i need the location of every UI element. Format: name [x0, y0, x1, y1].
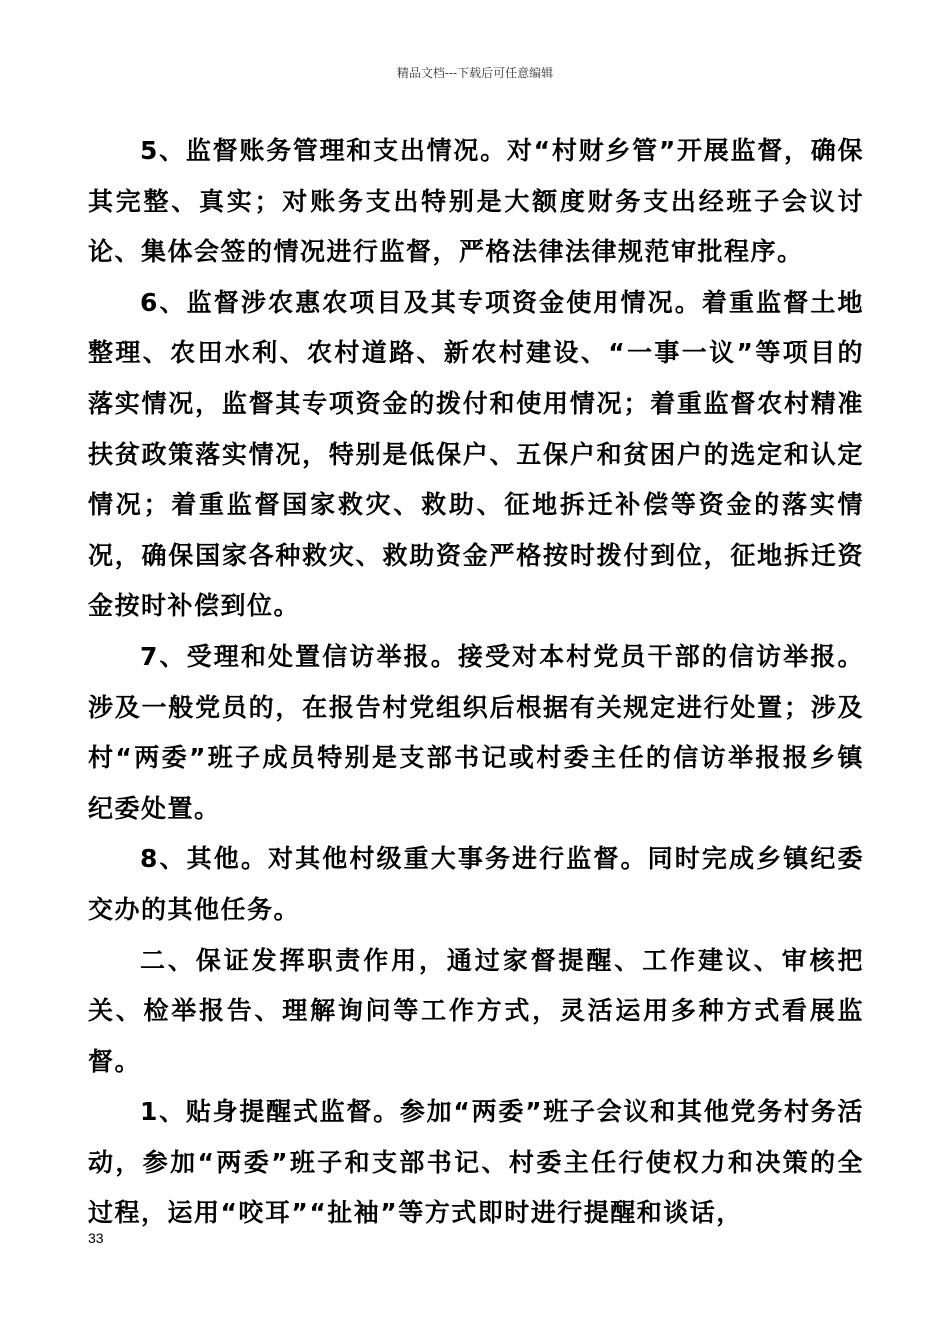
page-number: 33: [88, 1230, 104, 1246]
paragraph-item-7-petitions: 7、受理和处置信访举报。接受对本村党员干部的信访举报。涉及一般党员的，在报告村党组织后根据有关规定进行处置；涉及村“两委”班子成员特别是支部书记或村委主任的信访举报报乡镇纪委处置。: [88, 641, 864, 823]
document-body: [88, 126, 864, 1239]
page-header: 精品文档---下载后可任意编辑: [396, 66, 554, 80]
paragraph-item-1-reminder-supervision: 1、贴身提醒式监督。参加“两委”班子会议和其他党务村务活动，参加“两委”班子和支部书记、村委主任行使权力和决策的全过程，运用“咬耳”“扯袖”等方式即时进行提醒和谈话，: [88, 1097, 864, 1228]
paragraph-section-2-duties: 二、保证发挥职责作用，通过家督提醒、工作建议、审核把关、检举报告、理解询问等工作方式，灵活运用多种方式看展监督。: [88, 945, 864, 1076]
paragraph-item-5-account-supervision: 5、监督账务管理和支出情况。对“村财乡管”开展监督，确保其完整、真实；对账务支出特别是大额度财务支出经班子会议讨论、集体会签的情况进行监督，严格法律法律规范审批程序。: [88, 136, 864, 267]
paragraph-item-6-agricultural-projects: 6、监督涉农惠农项目及其专项资金使用情况。着重监督土地整理、农田水利、农村道路、新农村建设、“一事一议”等项目的落实情况，监督其专项资金的拨付和使用情况；着重监督农村精准扶贫政策落实情况，特别是低保户、五保户和贫困户的选定和认定情况；着重监督国家救灾、救助、征地拆迁补偿等资金的落实情况，确保国家各种救灾、救助资金严格按时拨付到位，征地拆迁资金按时补偿到位。: [88, 287, 864, 621]
paragraph-item-8-other: 8、其他。对其他村级重大事务进行监督。同时完成乡镇纪委交办的其他任务。: [88, 844, 864, 924]
